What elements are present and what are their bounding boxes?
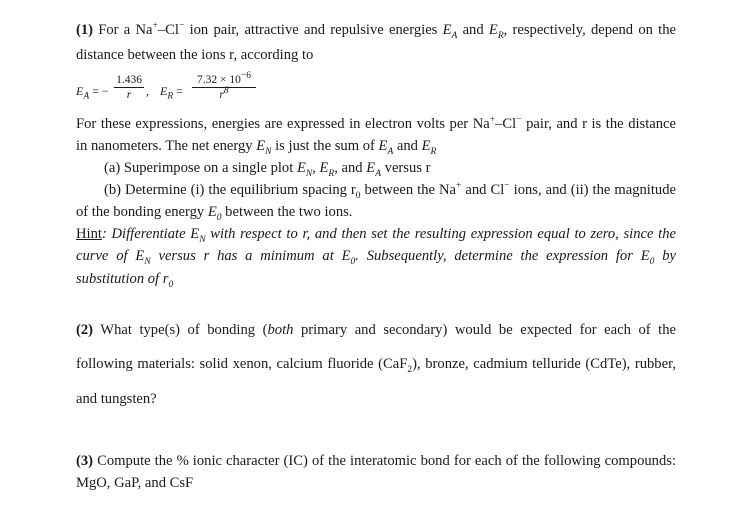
q1-hint: Hint: Differentiate $E_N$ with respect to r, and then set the resulting expression equal to zero, since the <box>76 226 677 245</box>
q2-number: (2) <box>76 322 94 338</box>
q1-line-3: For these expressions, energies are expressed in electron volts per Na+–Cl− pair, and r is the distance <box>76 115 677 132</box>
q1-part-b-cont: of the bonding energy $E_0$ between the two ions. <box>76 204 353 223</box>
q2-line-2: following materials: solid xenon, calcium fluoride (CaF$_2$), bronze, cadmium telluride (CdTe), rubber, <box>76 356 676 375</box>
q3-number: (3) <box>76 453 94 469</box>
energy-equations: $E_A$ = − $\frac{1.436}{r}$ , $E_R$ = $\frac{7.32 \times 10^{-6}}{r^8}$ <box>76 74 276 112</box>
q3-line-2: MgO, GaP, and CsF <box>76 475 194 491</box>
q1-line-1: (1) For a Na+–Cl− ion pair, attractive and repulsive energies $E_A$ and $E_R$, respectively, depend on the <box>76 21 676 41</box>
er-fraction: $\frac{7.32 \times 10^{-6}}{r^8}$ <box>192 74 256 101</box>
q1-line-2: distance between the ions r, according to <box>76 47 314 63</box>
er-label: $E_R$ = <box>160 84 183 102</box>
q1-hint-2: curve of $E_N$ versus r has a minimum at $E_0$. Subsequently, determine the expression for $E_0$ by <box>76 248 676 267</box>
hint-label: Hint <box>76 226 102 242</box>
q1-hint-3: substitution of $r_0$ <box>76 271 174 290</box>
q3-line-1: (3) Compute the % ionic character (IC) of the interatomic bond for each of the following compounds: <box>76 453 676 469</box>
q1-number: (1) <box>76 22 94 38</box>
ea-label: $E_A$ = − <box>76 84 109 102</box>
q1-part-a: (a) Superimpose on a single plot $E_N$, $E_R$, and $E_A$ versus r <box>104 160 431 179</box>
q1-part-b: (b) Determine (i) the equilibrium spacing $r_0$ between the Na+ and Cl− ions, and (ii) the magnitude <box>104 181 676 201</box>
q2-line-3: and tungsten? <box>76 391 157 407</box>
q1-line-4: in nanometers. The net energy $E_N$ is just the sum of $E_A$ and $E_R$ <box>76 138 437 157</box>
q2-line-1: (2) What type(s) of bonding (both primary and secondary) would be expected for each of the <box>76 322 676 338</box>
ea-fraction: $\frac{1.436}{r}$ <box>114 74 144 101</box>
